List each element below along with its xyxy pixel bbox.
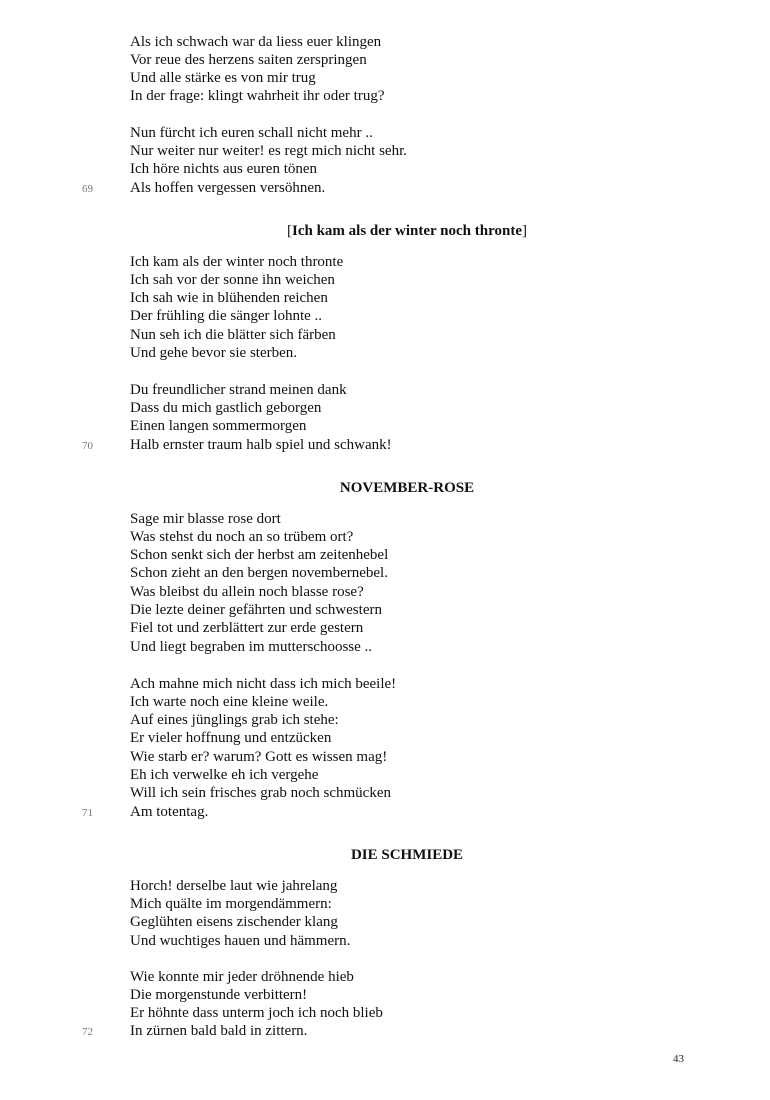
poem-line: Schon zieht an den bergen novembernebel. (130, 565, 388, 581)
poem-line: Nur weiter nur weiter! es regt mich nicht sehr. (130, 143, 407, 159)
poem-line: Ich sah wie in blühenden reichen (130, 290, 328, 306)
poem-line: Und liegt begraben im mutterschoosse .. (130, 639, 373, 655)
poem-line: Nun seh ich die blätter sich färben (130, 327, 336, 343)
poem-line: Als hoffen vergessen versöhnen. (130, 180, 326, 196)
poem-line: Ich höre nichts aus euren tönen (130, 161, 318, 177)
poem-line: Und alle stärke es von mir trug (130, 70, 316, 86)
poem-line: Nun fürcht ich euren schall nicht mehr .. (130, 125, 373, 141)
poem-line: Am totentag. (130, 804, 209, 820)
poem-line: Er höhnte dass unterm joch ich noch blieb (130, 1005, 383, 1021)
poem-line: Mich quälte im morgendämmern: (130, 896, 332, 912)
poem-line: Geglühten eisens zischender klang (130, 914, 338, 930)
margin-line-number: 72 (82, 1026, 93, 1038)
title-bracket-open: [ (286, 223, 292, 239)
poem-line: Als ich schwach war da liess euer klingen (130, 34, 382, 50)
poem-line: Die morgenstunde verbittern! (130, 987, 308, 1003)
poem-line: Wie konnte mir jeder dröhnende hieb (130, 969, 354, 985)
margin-line-number: 70 (82, 440, 93, 452)
poem-line: Einen langen sommermorgen (130, 418, 307, 434)
poem-line: Ach mahne mich nicht dass ich mich beeile! (130, 676, 397, 692)
poem-line: Der frühling die sänger lohnte .. (130, 308, 323, 324)
poem-line: Die lezte deiner gefährten und schwestern (130, 602, 382, 618)
poem-line: In der frage: klingt wahrheit ihr oder trug? (130, 88, 385, 104)
poem-title: DIE SCHMIEDE (350, 847, 464, 863)
poem-line: Schon senkt sich der herbst am zeitenhebel (130, 547, 389, 563)
poem-line: In zürnen bald bald in zittern. (130, 1023, 308, 1039)
poem-line: Eh ich verwelke eh ich vergehe (130, 767, 319, 783)
poem-line: Und wuchtiges hauen und hämmern. (130, 933, 351, 949)
margin-line-number: 71 (82, 807, 93, 819)
poem-line: Ich warte noch eine kleine weile. (130, 694, 329, 710)
poem-line: Und gehe bevor sie sterben. (130, 345, 298, 361)
poem-line: Vor reue des herzens saiten zerspringen (130, 52, 367, 68)
poem-line: Horch! derselbe laut wie jahrelang (130, 878, 338, 894)
poem-line: Was stehst du noch an so trübem ort? (130, 529, 354, 545)
poem-line: Auf eines jünglings grab ich stehe: (130, 712, 339, 728)
poem-title-text: Ich kam als der winter noch thronte (291, 223, 522, 239)
poem-title (130, 222, 684, 240)
poem-line: Will ich sein frisches grab noch schmücken (130, 785, 391, 801)
poem-line: Ich sah vor der sonne ihn weichen (130, 272, 335, 288)
poem-title: NOVEMBER-ROSE (339, 480, 475, 496)
margin-line-number: 69 (82, 183, 93, 195)
page-number: 43 (673, 1053, 684, 1065)
poem-line: Sage mir blasse rose dort (130, 511, 281, 527)
poem-line: Ich kam als der winter noch thronte (130, 254, 344, 270)
poem-line: Was bleibst du allein noch blasse rose? (130, 584, 364, 600)
poem-line: Du freundlicher strand meinen dank (130, 382, 347, 398)
poem-line: Dass du mich gastlich geborgen (130, 400, 322, 416)
poem-line: Halb ernster traum halb spiel und schwank! (130, 437, 392, 453)
poem-line: Wie starb er? warum? Gott es wissen mag! (130, 749, 388, 765)
poem-line: Er vieler hoffnung und entzücken (130, 730, 332, 746)
poem-line: Fiel tot und zerblättert zur erde gestern (130, 620, 364, 636)
title-bracket-close: ] (522, 223, 527, 239)
